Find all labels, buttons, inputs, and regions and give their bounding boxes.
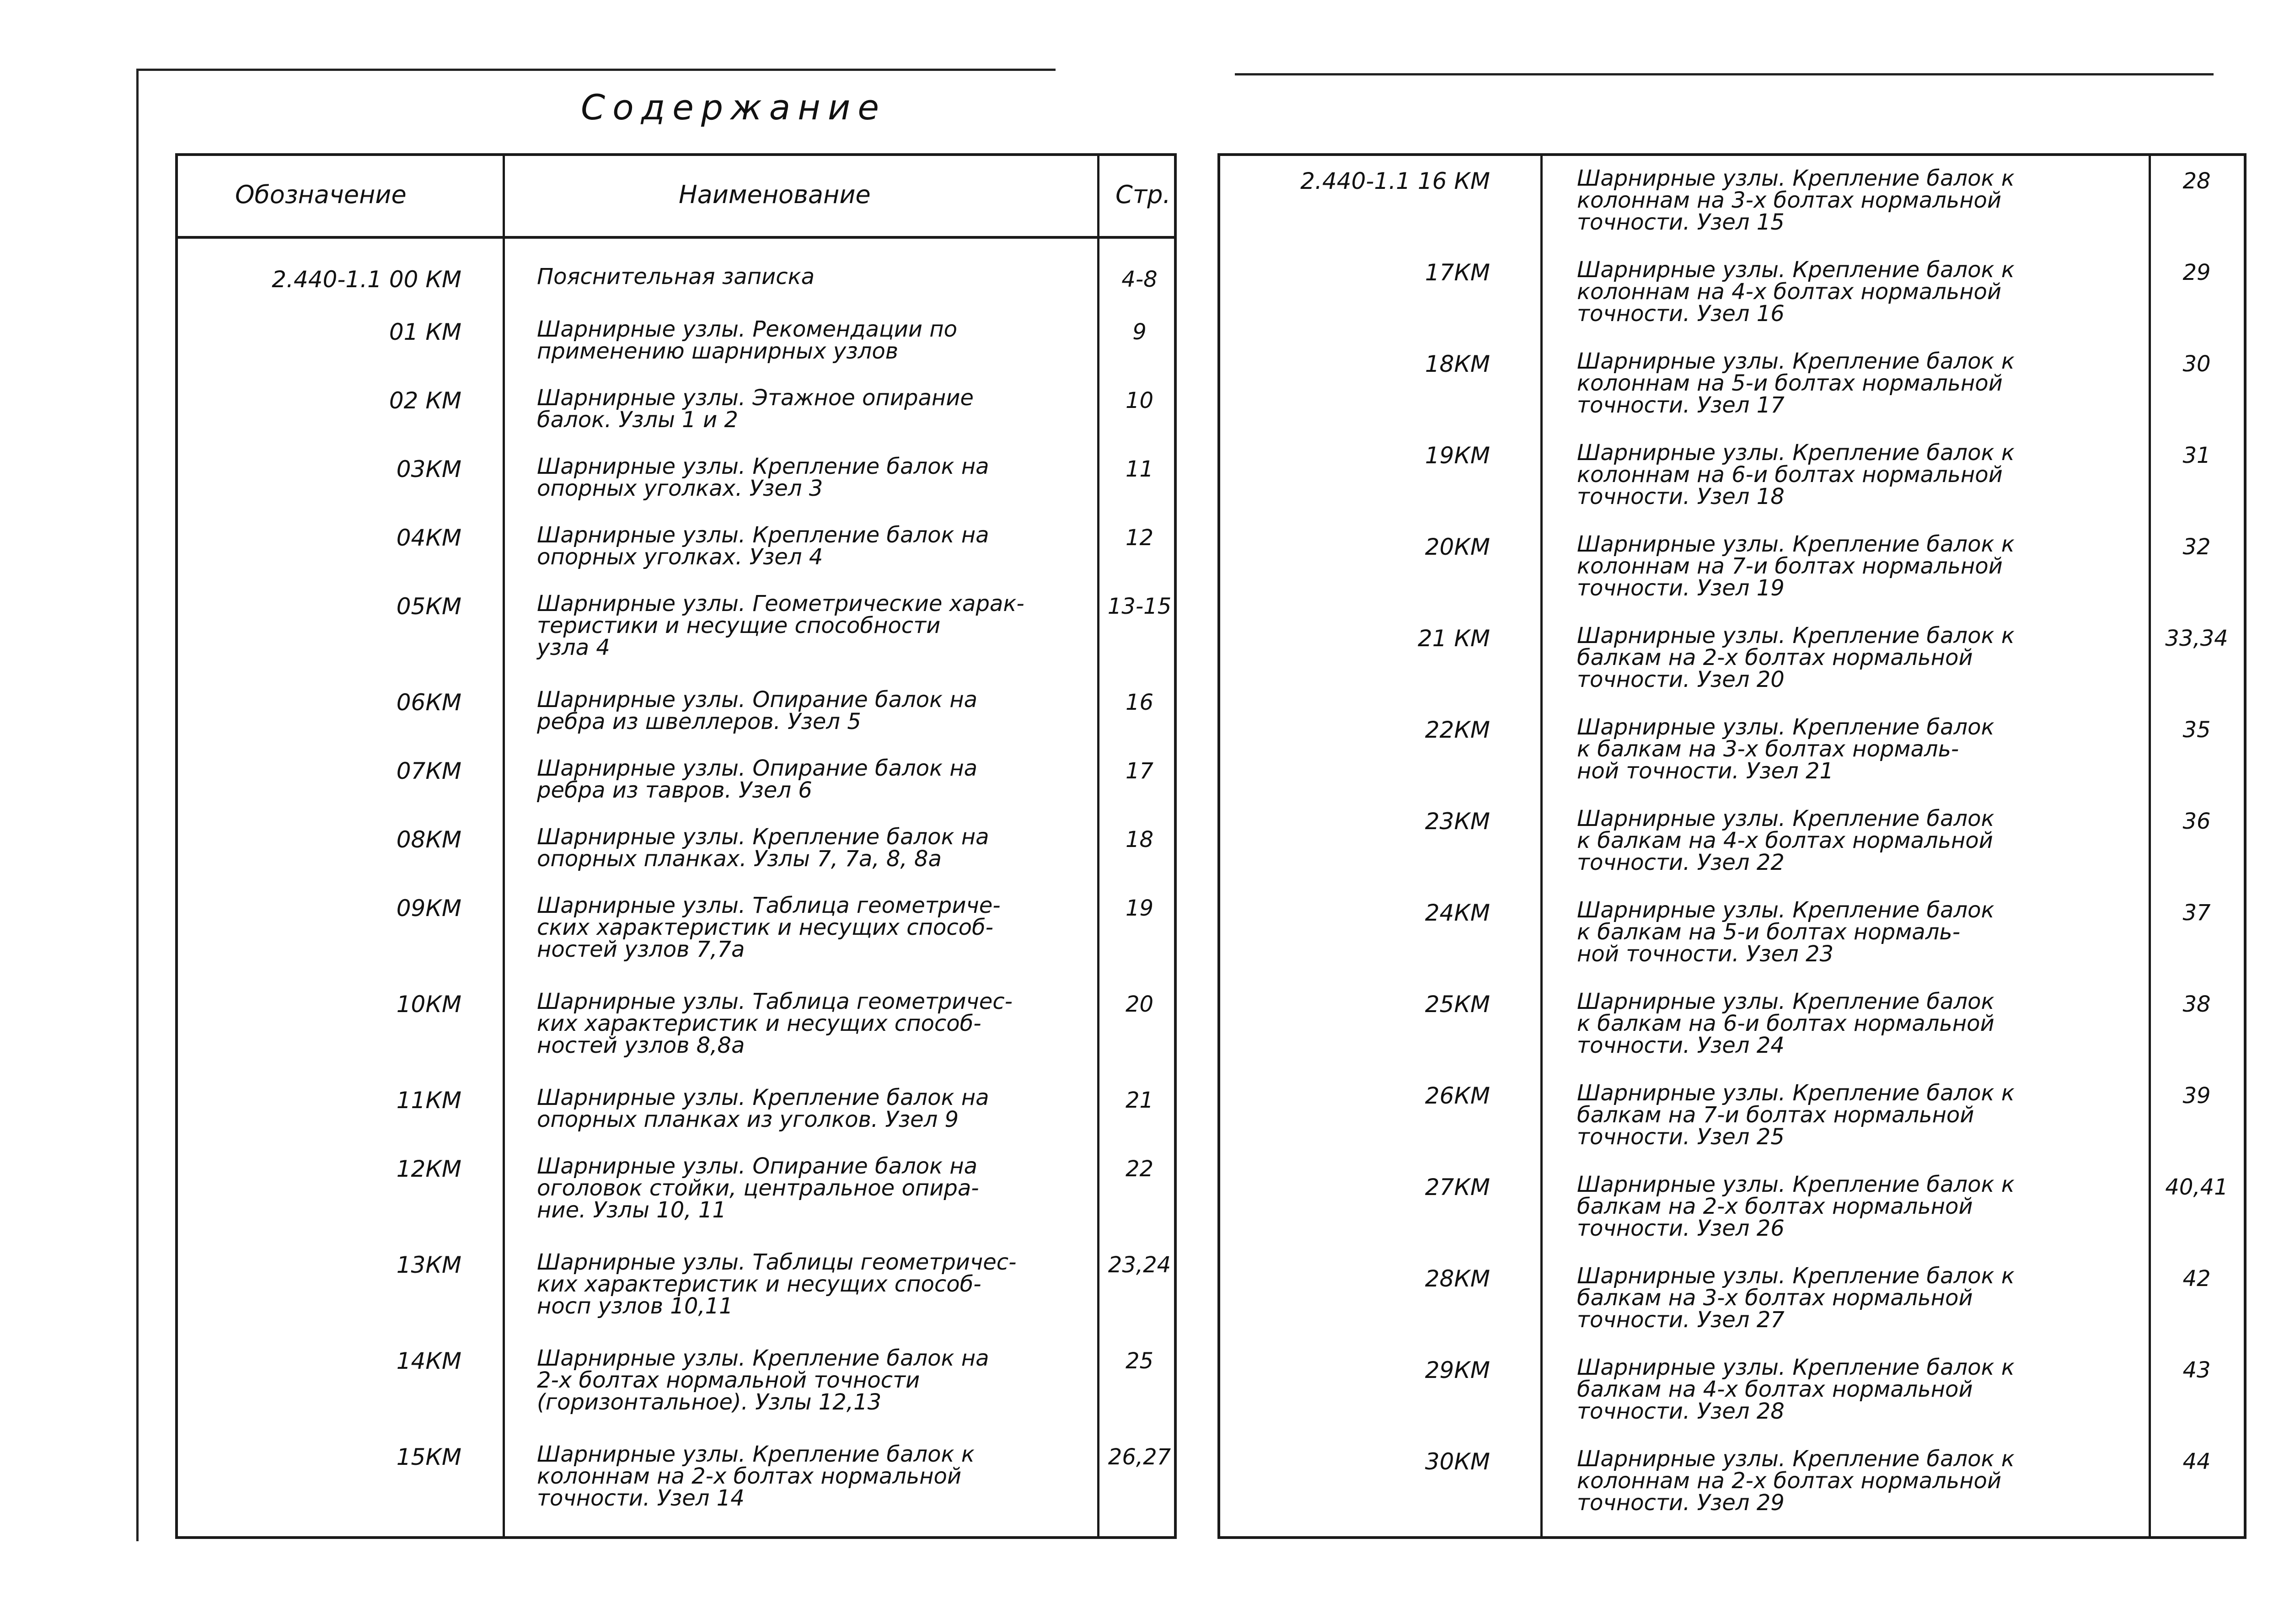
row-page: 19	[1125, 895, 1154, 921]
row-title: Шарнирные узлы. Крепление балок к балкам на 2-х болтах нормальной точности. Узел 26	[1577, 1172, 2015, 1241]
row-title: Шарнирные узлы. Опирание балок на оголовок стойки, центральное опира- ние. Узлы 10, 11	[537, 1153, 979, 1223]
column-divider	[1540, 156, 1543, 1536]
row-designation: 11КМ	[396, 1087, 461, 1114]
row-designation: 13КМ	[396, 1252, 461, 1278]
row-page: 40,41	[2165, 1174, 2228, 1200]
column-divider	[503, 156, 505, 1536]
row-title: Шарнирные узлы. Крепление балок на опорных планках из уголков. Узел 9	[537, 1085, 989, 1132]
row-title: Шарнирные узлы. Крепление балок к колоннам на 2-х болтах нормальной точности. Узел 29	[1577, 1446, 2015, 1516]
row-page: 39	[2182, 1083, 2211, 1109]
row-page: 13-15	[1107, 594, 1172, 619]
row-page: 17	[1125, 758, 1154, 784]
row-title: Шарнирные узлы. Рекомендации по применению шарнирных узлов	[537, 316, 957, 364]
row-designation: 12КМ	[396, 1156, 461, 1182]
row-designation: 14КМ	[396, 1348, 461, 1374]
row-designation: 03КМ	[396, 456, 461, 482]
row-title: Шарнирные узлы. Крепление балок на опорных уголках. Узел 3	[537, 454, 989, 501]
frame-left-border	[136, 69, 139, 1541]
row-page: 22	[1125, 1156, 1154, 1182]
row-title: Шарнирные узлы. Крепление балок к балкам на 6-и болтах нормальной точности. Узел 24	[1577, 989, 1994, 1058]
row-title: Шарнирные узлы. Крепление балок к балкам на 3-х болтах нормальной точности. Узел 27	[1577, 1263, 2015, 1333]
header-page: Стр.	[1115, 180, 1171, 209]
frame-top-border-right	[1235, 73, 2214, 75]
row-designation: 2.440-1.1 00 КМ	[272, 266, 461, 293]
row-designation: 07КМ	[396, 758, 461, 784]
row-page: 26,27	[1108, 1444, 1171, 1470]
row-title: Шарнирные узлы. Крепление балок к балкам на 2-х болтах нормальной точности. Узел 20	[1577, 623, 2015, 692]
row-designation: 18КМ	[1425, 351, 1490, 377]
row-page: 9	[1132, 319, 1147, 345]
row-title: Шарнирные узлы. Крепление балок к балкам на 3-х болтах нормаль- ной точности. Узел 21	[1577, 714, 1994, 784]
row-page: 36	[2182, 809, 2211, 834]
row-designation: 22КМ	[1425, 717, 1490, 743]
row-designation: 06КМ	[396, 689, 461, 716]
frame-top-border-left	[136, 69, 1056, 71]
page-title: Содержание	[581, 87, 886, 128]
row-page: 28	[2182, 168, 2211, 194]
row-page: 32	[2182, 534, 2211, 560]
contents-table-right	[1217, 153, 2246, 1539]
row-page: 44	[2182, 1449, 2211, 1474]
row-title: Шарнирные узлы. Этажное опирание балок. Узлы 1 и 2	[537, 385, 974, 433]
row-designation: 24КМ	[1425, 900, 1490, 926]
row-designation: 27КМ	[1425, 1174, 1490, 1201]
row-title: Шарнирные узлы. Крепление балок к колоннам на 2-х болтах нормальной точности. Узел 14	[537, 1442, 975, 1511]
row-title: Пояснительная записка	[537, 264, 815, 289]
row-title: Шарнирные узлы. Крепление балок к колоннам на 7-и болтах нормальной точности. Узел 19	[1577, 531, 2015, 601]
row-title: Шарнирные узлы. Таблицы геометричес- ких характеристик и несущих способ- носп узлов 10,11	[537, 1249, 1017, 1319]
row-page: 23,24	[1108, 1252, 1171, 1278]
row-title: Шарнирные узлы. Опирание балок на ребра из тавров. Узел 6	[537, 756, 978, 803]
row-page: 20	[1125, 992, 1154, 1017]
row-designation: 01 КМ	[389, 319, 461, 345]
contents-table-left	[175, 153, 1177, 1539]
row-designation: 21 КМ	[1417, 625, 1490, 652]
row-page: 11	[1125, 456, 1154, 482]
row-title: Шарнирные узлы. Крепление балок к колоннам на 5-и болтах нормальной точности. Узел 17	[1577, 348, 2015, 418]
row-designation: 08КМ	[396, 826, 461, 853]
row-page: 12	[1125, 525, 1154, 551]
row-page: 33,34	[2165, 626, 2228, 651]
row-designation: 04КМ	[396, 525, 461, 551]
row-title: Шарнирные узлы. Опирание балок на ребра из швеллеров. Узел 5	[537, 687, 978, 734]
row-page: 38	[2182, 992, 2211, 1017]
row-designation: 09КМ	[396, 895, 461, 922]
row-designation: 29КМ	[1425, 1357, 1490, 1383]
row-title: Шарнирные узлы. Крепление балок к колоннам на 3-х болтах нормальной точности. Узел 15	[1577, 166, 2015, 235]
header-designation: Обозначение	[235, 180, 407, 209]
row-designation: 05КМ	[396, 593, 461, 620]
row-title: Шарнирные узлы. Крепление балок к балкам на 4-х болтах нормальной точности. Узел 28	[1577, 1355, 2015, 1424]
row-designation: 02 КМ	[389, 387, 461, 414]
row-designation: 2.440-1.1 16 КМ	[1300, 168, 1490, 194]
row-page: 29	[2182, 260, 2211, 285]
row-page: 42	[2182, 1266, 2211, 1292]
row-page: 43	[2182, 1357, 2211, 1383]
row-title: Шарнирные узлы. Крепление балок к балкам на 4-х болтах нормальной точности. Узел 22	[1577, 806, 1994, 875]
row-designation: 19КМ	[1425, 442, 1490, 469]
row-designation: 30КМ	[1425, 1448, 1490, 1475]
row-page: 18	[1125, 827, 1154, 852]
header-name: Наименование	[679, 180, 871, 209]
row-designation: 10КМ	[396, 991, 461, 1018]
row-title: Шарнирные узлы. Крепление балок на опорных планках. Узлы 7, 7а, 8, 8а	[537, 824, 989, 872]
row-title: Шарнирные узлы. Крепление балок к колоннам на 6-и болтах нормальной точности. Узел 18	[1577, 440, 2015, 509]
row-title: Шарнирные узлы. Геометрические харак- теристики и несущие способности узла 4	[537, 591, 1024, 660]
row-title: Шарнирные узлы. Крепление балок к балкам на 7-и болтах нормальной точности. Узел 25	[1577, 1080, 2015, 1150]
row-page: 30	[2182, 351, 2211, 377]
row-title: Шарнирные узлы. Крепление балок к балкам на 5-и болтах нормаль- ной точности. Узел 23	[1577, 897, 1994, 967]
row-page: 35	[2182, 717, 2211, 743]
row-page: 37	[2182, 900, 2211, 926]
row-title: Шарнирные узлы. Крепление балок на опорных уголках. Узел 4	[537, 522, 989, 570]
row-title: Шарнирные узлы. Таблица геометриче- ских характеристик и несущих способ- ностей узлов 7,7а	[537, 893, 1001, 962]
row-designation: 25КМ	[1425, 991, 1490, 1018]
header-divider	[178, 236, 1174, 239]
row-page: 4-8	[1121, 267, 1158, 292]
row-page: 21	[1125, 1088, 1154, 1113]
row-designation: 15КМ	[396, 1444, 461, 1470]
row-page: 16	[1125, 690, 1154, 715]
row-page: 10	[1125, 388, 1154, 413]
row-designation: 17КМ	[1425, 259, 1490, 286]
row-title: Шарнирные узлы. Крепление балок на 2-х болтах нормальной точности (горизонтальное). Узлы 12,13	[537, 1345, 989, 1415]
row-designation: 23КМ	[1425, 808, 1490, 835]
row-title: Шарнирные узлы. Крепление балок к колоннам на 4-х болтах нормальной точности. Узел 16	[1577, 257, 2015, 327]
row-designation: 26КМ	[1425, 1083, 1490, 1109]
row-page: 31	[2182, 443, 2211, 468]
row-page: 25	[1125, 1348, 1154, 1374]
row-designation: 28КМ	[1425, 1265, 1490, 1292]
row-title: Шарнирные узлы. Таблица геометричес- ких характеристик и несущих способ- ностей узлов 8,8а	[537, 989, 1013, 1058]
row-designation: 20КМ	[1425, 534, 1490, 560]
